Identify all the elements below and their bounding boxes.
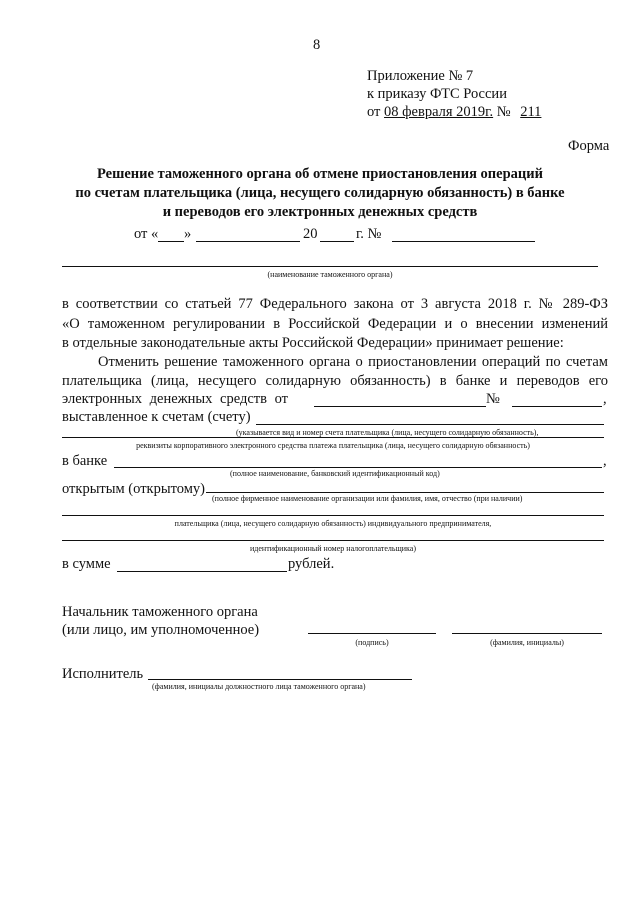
executor-line bbox=[148, 679, 412, 680]
body-p1-line-3: в отдельные законодательные акты Российской Федерации» принимает решение: bbox=[62, 335, 564, 351]
appendix-line-3 bbox=[367, 104, 569, 121]
number-sign: № bbox=[486, 391, 500, 407]
appendix-date: 08 февраля 2019г. bbox=[384, 104, 494, 120]
org-name-line bbox=[206, 492, 604, 493]
sum-line bbox=[117, 571, 287, 572]
customs-name-line bbox=[62, 266, 598, 267]
caption-surname: (фамилия, инициалы) bbox=[490, 638, 564, 647]
day-blank bbox=[158, 241, 184, 242]
appendix-number: 211 bbox=[520, 104, 542, 120]
bank-comma: , bbox=[603, 453, 607, 469]
title-line-1: Решение таможенного органа об отмене приостановления операций bbox=[97, 166, 543, 182]
body-p2-line-2: плательщика (лица, несущего солидарную обязанность) в банке и переводов его bbox=[62, 373, 608, 389]
inn-line bbox=[62, 540, 604, 541]
title-line-2: по счетам плательщика (лица, несущего солидарную обязанность) в банке bbox=[75, 185, 565, 201]
appendix-line-2: к приказу ФТС России bbox=[367, 86, 507, 102]
bank-line bbox=[114, 467, 602, 468]
requisites-line bbox=[62, 437, 604, 438]
title-line-3: и переводов его электронных денежных средств bbox=[162, 204, 478, 220]
caption-signature: (подпись) bbox=[355, 638, 389, 647]
appendix-line-1: Приложение № 7 bbox=[367, 68, 474, 84]
date-from: от « bbox=[134, 226, 159, 242]
opened-label: открытым (открытому) bbox=[62, 481, 205, 497]
signature-line bbox=[308, 633, 436, 634]
surname-line bbox=[452, 633, 602, 634]
caption-bank-name: (полное наименование, банковский идентификационный код) bbox=[230, 469, 440, 478]
caption-customs-name: (наименование таможенного органа) bbox=[267, 270, 393, 279]
comma: , bbox=[603, 391, 607, 407]
caption-executor-name: (фамилия, инициалы должностного лица таможенного органа) bbox=[152, 682, 366, 691]
caption-org-name: (полное фирменное наименование организации или фамилия, имя, отчество (при наличии) bbox=[212, 494, 523, 503]
body-p1-line-2: «О таможенном регулировании в Российской Федерации и о внесении изменений bbox=[62, 316, 608, 332]
sum-label: в сумме bbox=[62, 556, 111, 572]
date-field-line bbox=[314, 406, 486, 407]
date-year: 20 bbox=[303, 226, 318, 242]
executor-label: Исполнитель bbox=[62, 666, 144, 682]
body-p1-line-1: в соответствии со статьей 77 Федерального закона от 3 августа 2018 г. № 289-ФЗ bbox=[62, 296, 608, 312]
caption-payer-entrepreneur: плательщика (лица, несущего солидарную обязанность) индивидуального предпринимателя, bbox=[174, 519, 492, 528]
caption-inn: идентификационный номер налогоплательщика) bbox=[250, 544, 416, 553]
body-p2-line-3: электронных денежных средств от bbox=[62, 391, 288, 407]
appendix-no: № bbox=[493, 104, 515, 120]
form-label: Форма bbox=[568, 138, 610, 154]
bank-label: в банке bbox=[62, 453, 108, 469]
appendix-from: от bbox=[367, 104, 385, 120]
payer-line bbox=[62, 515, 604, 516]
body-p2-line-1: Отменить решение таможенного органа о приостановлении операций по счетам bbox=[98, 354, 608, 370]
rubles-label: рублей. bbox=[288, 556, 335, 572]
number-blank bbox=[392, 241, 535, 242]
year-blank bbox=[320, 241, 354, 242]
accounts-line bbox=[256, 424, 604, 425]
caption-account-type: (указывается вид и номер счета плательщика (лица, несущего солидарную обязанность), bbox=[236, 428, 539, 437]
date-year-suffix: г. № bbox=[356, 226, 382, 242]
decision-number-line bbox=[512, 406, 602, 407]
body-p2-line-4: выставленное к счетам (счету) bbox=[62, 409, 251, 425]
caption-corporate-requisites: реквизиты корпоративного электронного средства платежа плательщика (лица, несущего солидарную обязанность) bbox=[136, 441, 530, 450]
date-close-quote: » bbox=[184, 226, 192, 242]
month-blank bbox=[196, 241, 300, 242]
page-number: 8 bbox=[313, 37, 321, 53]
head-title-line-1: Начальник таможенного органа bbox=[62, 604, 258, 620]
head-title-line-2: (или лицо, им уполномоченное) bbox=[62, 622, 260, 638]
